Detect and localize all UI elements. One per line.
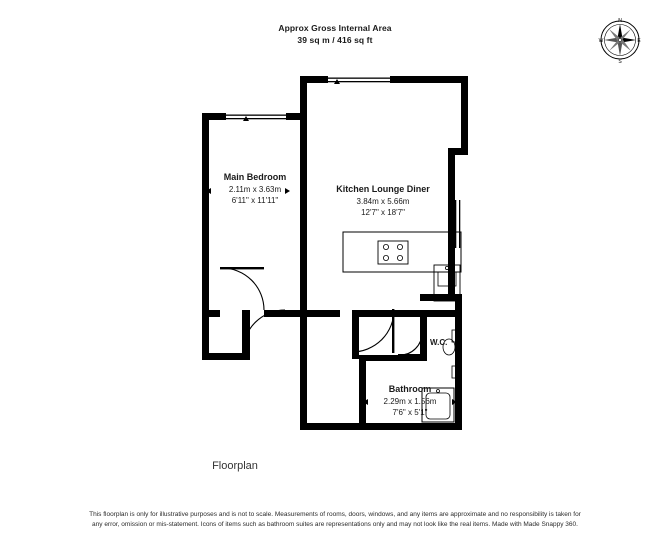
svg-text:N: N — [618, 18, 622, 24]
room-name: Main Bedroom — [223, 172, 287, 182]
dim-arrow-up — [334, 79, 340, 84]
wall-segment — [300, 423, 362, 430]
svg-text:S: S — [618, 59, 622, 65]
room-dim-imperial: 12'7" x 18'7" — [361, 208, 405, 217]
wall-segment — [202, 353, 250, 360]
room-dim-metric: 2.29m x 1.56m — [383, 396, 437, 406]
wall-segment — [202, 310, 220, 317]
dim-arrow-left — [206, 188, 211, 194]
wall-segment — [461, 76, 468, 154]
room-dim-metric: 2.11m x 3.63m — [228, 184, 282, 194]
dim-arrow-down — [334, 312, 340, 317]
wall-segment — [352, 310, 462, 317]
hob-icon — [378, 241, 408, 264]
room-dim-metric: 3.84m x 5.66m — [356, 196, 410, 206]
door-wc — [398, 333, 422, 356]
dim-arrow-left — [363, 399, 368, 405]
page-title: Floorplan — [212, 460, 258, 472]
dim-arrow-right — [285, 188, 290, 194]
wall-segment — [300, 310, 307, 430]
wall-segment — [352, 317, 359, 359]
room-label-bathroom — [360, 384, 460, 419]
disclaimer-text: This floorplan is only for illustrative purposes and is not to scale. Measurements of rooms, doors, windows, and any items are approximate and no responsibility is taken for any error, omission or mis-statement. Icons of items such as bathroom suites are representations only and may not look like the real items. Made with Made Snappy 360. — [89, 511, 581, 528]
svg-text:E: E — [637, 38, 641, 44]
room-label-main-bedroom — [204, 172, 306, 207]
wall-segment — [390, 76, 468, 83]
room-name: Kitchen Lounge Diner — [336, 184, 430, 194]
dim-arrow-up — [243, 116, 249, 121]
room-label-kitchen-lounge-diner — [300, 184, 466, 219]
wall-segment — [202, 113, 209, 360]
wc-label: W.C. — [430, 338, 448, 347]
room-dim-imperial: 6'11" x 11'11" — [231, 196, 279, 205]
area-header-line2: 39 sq m / 416 sq ft — [297, 35, 373, 45]
room-dim-imperial: 7'6" x 5'1" — [392, 408, 428, 417]
door-bedroom — [220, 267, 264, 310]
dim-arrow-down — [367, 424, 373, 429]
svg-text:W: W — [598, 38, 604, 44]
area-header-line1: Approx Gross Internal Area — [278, 23, 392, 33]
wall-segment — [448, 258, 455, 294]
wall-segment — [420, 294, 462, 301]
wall-segment — [359, 423, 462, 430]
dim-arrow-right — [452, 399, 457, 405]
room-name: Bathroom — [388, 384, 432, 394]
